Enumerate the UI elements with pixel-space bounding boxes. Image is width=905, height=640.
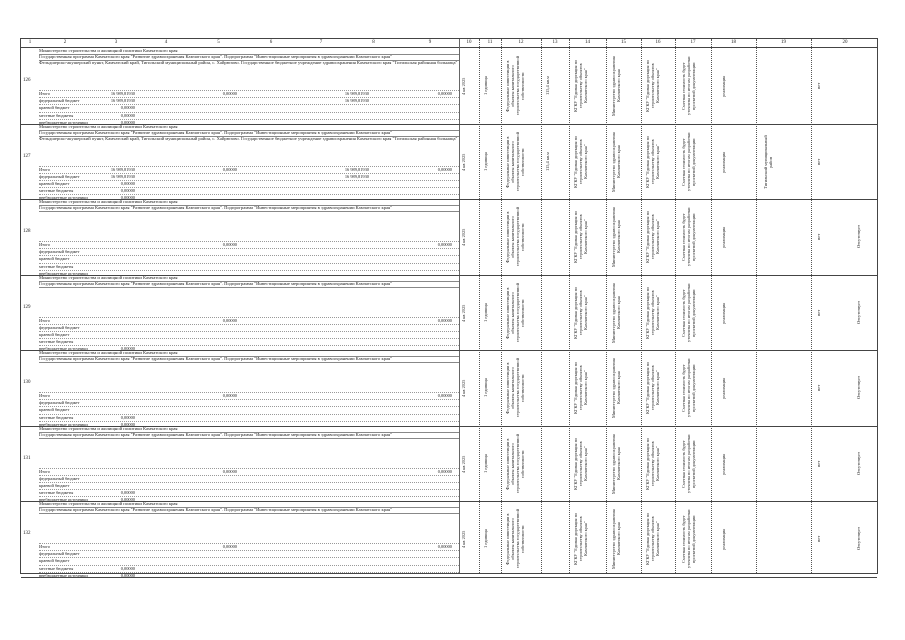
estimate-note-cell: Сметная стоимость будет уточнена по итогам разработки проектной документации: [681, 132, 696, 191]
column-number: 13: [552, 40, 558, 45]
financing-row: [39, 543, 459, 550]
program-line: Государственная программа Камчатского края "Развитие здравоохранения Камчатского края". Подпрограмма "Инвестиционные мероприятия в здравоохранении Камчатского края": [39, 356, 459, 363]
record-row: [21, 48, 877, 125]
funding-source-label: внебюджетные источники: [39, 497, 88, 503]
document-table: [20, 38, 878, 578]
district-status-cell: нет: [816, 233, 821, 241]
funding-source-label: Итого: [39, 544, 51, 549]
funding-source-label: федеральный бюджет: [39, 475, 80, 481]
object-description: [39, 362, 459, 380]
funding-source-label: Итого: [39, 91, 51, 96]
funding-source-label: краевой бюджет: [39, 482, 70, 488]
area-cell: 115,4 кв.м: [545, 152, 550, 171]
estimate-note-cell: Сметная стоимость будет уточнена по итогам разработки проектной документации: [681, 283, 696, 342]
financing-row: [39, 406, 459, 413]
status-cell: Отсутствует: [856, 301, 861, 324]
ministry-line: Министерство строительства и жилищной политики Камчатского края: [39, 501, 459, 508]
financing-row: [39, 550, 459, 557]
funding-source-label: федеральный бюджет: [39, 249, 80, 255]
financing-block: [39, 166, 459, 202]
financing-row: [39, 565, 459, 572]
customer-cell: КГКУ "Единая дирекция по строительству объектов Камчатского края": [573, 135, 588, 188]
funding-amount: 0,00000: [437, 317, 452, 323]
ministry-line: Министерство строительства и жилищной политики Камчатского края: [39, 275, 459, 282]
funding-source-label: краевой бюджет: [39, 407, 70, 413]
object-description: [39, 513, 459, 531]
district-status-cell: нет: [816, 460, 821, 467]
funding-amount: 16 989,81930: [344, 91, 369, 96]
object-description: [39, 211, 459, 229]
column-number: 14: [585, 40, 590, 45]
financing-row: [39, 173, 459, 180]
estimate-note-cell: Сметная стоимость будет уточнена по итогам разработки проектной документации: [681, 434, 696, 493]
district-status-cell: нет: [816, 309, 821, 316]
funding-amount: 0,00000: [437, 242, 452, 247]
column-number: 15: [621, 40, 626, 45]
stage-cell: реализация: [721, 150, 726, 173]
funding-source-label: Итого: [39, 166, 51, 172]
funding-source-label: краевой бюджет: [39, 558, 70, 564]
column-number: 2: [63, 40, 67, 45]
funding-amount: 0,00000: [222, 468, 237, 474]
funding-source-label: внебюджетные источники: [39, 195, 88, 201]
funding-source-label: Итого: [39, 468, 51, 474]
purpose-cell: Федеральные инвестиции в объекты капитального строительства государственной собственности: [505, 509, 525, 569]
funding-amount: 0,00000: [222, 544, 237, 549]
funding-amount: 0,00000: [437, 544, 452, 549]
financing-row: [39, 392, 459, 399]
financing-row: [39, 489, 459, 496]
stage-cell: реализация: [721, 226, 726, 248]
financing-row: [39, 399, 459, 406]
builder-cell: КГКУ "Единая дирекция по строительству объектов Камчатского края": [645, 59, 660, 113]
financing-block: [39, 317, 459, 353]
record-row: [21, 501, 877, 578]
purpose-cell: Федеральные инвестиции в объекты капитального строительства государственной собственности: [505, 207, 525, 267]
funding-amount: 0,00000: [120, 105, 135, 111]
ministry-line: Министерство строительства и жилищной политики Камчатского края: [39, 350, 459, 357]
year-cell: 4 кв 2025: [461, 530, 466, 548]
financing-row: [39, 166, 459, 173]
funding-source-label: внебюджетные источники: [39, 572, 88, 578]
column-number: 12: [518, 40, 524, 45]
financing-row: [39, 475, 459, 482]
row-number: 128: [23, 229, 31, 234]
financing-row: [39, 241, 459, 248]
object-description: [39, 287, 459, 305]
funding-amount: 16 989,81930: [344, 173, 369, 179]
column-number: 20: [842, 40, 848, 45]
funding-source-label: федеральный бюджет: [39, 551, 80, 557]
financing-row: [39, 557, 459, 564]
funding-amount: 0,00000: [437, 393, 452, 398]
column-number: 5: [217, 40, 220, 45]
financing-row: [39, 248, 459, 255]
funding-amount: 0,00000: [120, 414, 135, 420]
capacity-cell: 1 единица: [483, 76, 488, 96]
column-number: 8: [372, 40, 375, 45]
funding-amount: 0,00000: [222, 242, 237, 247]
ministry-short-cell: Министерство здравоохранения Камчатского края: [611, 433, 621, 494]
funding-amount: 0,00000: [437, 166, 452, 172]
builder-cell: КГКУ "Единая дирекция по строительству объектов Камчатского края": [645, 512, 660, 566]
object-description: [39, 438, 459, 456]
financing-block: [39, 543, 459, 579]
financing-row: [39, 338, 459, 345]
ministry-line: Министерство строительства и жилищной политики Камчатского края: [39, 124, 459, 131]
column-number: 10: [466, 40, 472, 45]
financing-row: [39, 414, 459, 421]
record-row: [21, 275, 877, 352]
builder-cell: КГКУ "Единая дирекция по строительству объектов Камчатского края": [645, 210, 660, 264]
column-number: 3: [114, 40, 118, 45]
funding-source-label: федеральный бюджет: [39, 98, 80, 104]
year-cell: 4 кв 2025: [461, 152, 466, 171]
stage-cell: реализация: [721, 452, 726, 475]
funding-source-label: краевой бюджет: [39, 331, 70, 337]
record-row: [21, 426, 877, 503]
funding-amount: 16 989,81930: [344, 166, 369, 172]
program-line: Государственная программа Камчатского края "Развитие здравоохранения Камчатского края". Подпрограмма "Инвестиционные мероприятия в здравоохранении Камчатского края": [39, 432, 459, 439]
column-number: 7: [319, 40, 323, 45]
funding-amount: 0,00000: [120, 195, 135, 201]
object-description: Фельдшерско-акушерский пункт, Камчатский край, Тигильский муниципальный район, с. Хайрюзово. Государственное бюджетное учреждение здравоохранения Камчатского края "Тигильская районная больница": [39, 135, 458, 141]
funding-source-label: федеральный бюджет: [39, 173, 80, 179]
builder-cell: КГКУ "Единая дирекция по строительству объектов Камчатского края": [645, 135, 660, 188]
ministry-line: Министерство строительства и жилищной политики Камчатского края: [39, 199, 459, 206]
funding-amount: 0,00000: [437, 468, 452, 474]
purpose-cell: Федеральные инвестиции в объекты капитального строительства государственной собственности: [505, 132, 525, 191]
financing-row: [39, 572, 459, 579]
status-cell: Отсутствует: [856, 376, 861, 400]
funding-source-label: местные бюджеты: [39, 565, 74, 571]
stage-cell: реализация: [721, 377, 726, 399]
purpose-cell: Федеральные инвестиции в объекты капитального строительства государственной собственности: [505, 283, 525, 342]
customer-cell: КГКУ "Единая дирекция по строительству объектов Камчатского края": [573, 512, 588, 566]
financing-row: [39, 255, 459, 262]
purpose-cell: Федеральные инвестиции в объекты капитального строительства государственной собственности: [505, 56, 525, 116]
row-number: 129: [23, 304, 31, 310]
program-line: Государственная программа Камчатского края "Развитие здравоохранения Камчатского края". Подпрограмма "Инвестиционные мероприятия в здравоохранении Камчатского края": [39, 54, 459, 61]
funding-amount: 16 989,81930: [110, 173, 135, 179]
funding-amount: 0,00000: [120, 572, 135, 578]
funding-source-label: Итого: [39, 393, 51, 398]
year-cell: 4 кв 2025: [461, 379, 466, 397]
column-number: 17: [690, 40, 696, 45]
column-number-row: [21, 39, 877, 48]
financing-row: [39, 90, 459, 97]
funding-amount: 16 989,81930: [110, 98, 135, 104]
financing-row: [39, 187, 459, 194]
year-cell: 4 кв 2025: [461, 77, 466, 95]
funding-source-label: внебюджетные источники: [39, 421, 88, 427]
row-number: 132: [23, 531, 31, 536]
capacity-cell: 1 единица: [483, 378, 488, 398]
object-description: Фельдшерско-акушерский пункт, Камчатский край, Тигильский муниципальный район, с. Хайрюзово. Государственное бюджетное учреждение здравоохранения Камчатского края "Тигильская районная больница": [39, 60, 458, 65]
ministry-line: Министерство строительства и жилищной политики Камчатского края: [39, 426, 459, 433]
column-number: 16: [655, 40, 661, 45]
funding-source-label: местные бюджеты: [39, 263, 74, 269]
ministry-line: Министерство строительства и жилищной политики Камчатского края: [39, 48, 459, 55]
funding-source-label: федеральный бюджет: [39, 324, 80, 330]
funding-amount: 16 989,81930: [110, 166, 135, 172]
customer-cell: КГКУ "Единая дирекция по строительству объектов Камчатского края": [573, 210, 588, 264]
financing-row: [39, 180, 459, 187]
funding-source-label: местные бюджеты: [39, 339, 74, 345]
customer-cell: КГКУ "Единая дирекция по строительству объектов Камчатского края": [573, 286, 588, 339]
capacity-cell: 1 единица: [483, 152, 488, 171]
district-status-cell: нет: [816, 535, 821, 543]
year-cell: 4 кв 2025: [461, 454, 466, 473]
funding-source-label: Итого: [39, 242, 51, 247]
capacity-cell: 1 единица: [483, 454, 488, 473]
estimate-note-cell: Сметная стоимость будет уточнена по итогам разработки проектной документации: [681, 358, 696, 418]
status-cell: Отсутствует: [856, 527, 861, 551]
stage-cell: реализация: [721, 301, 726, 324]
record-row: [21, 199, 877, 276]
financing-row: [39, 97, 459, 104]
year-cell: 4 кв 2025: [461, 303, 466, 322]
customer-cell: КГКУ "Единая дирекция по строительству объектов Камчатского края": [573, 361, 588, 415]
program-line: Государственная программа Камчатского края "Развитие здравоохранения Камчатского края". Подпрограмма "Инвестиционные мероприятия в здравоохранении Камчатского края": [39, 130, 459, 137]
program-line: Государственная программа Камчатского края "Развитие здравоохранения Камчатского края". Подпрограмма "Инвестиционные мероприятия в здравоохранении Камчатского края": [39, 205, 459, 212]
estimate-note-cell: Сметная стоимость будет уточнена по итогам разработки проектной документации: [681, 207, 696, 267]
purpose-cell: Федеральные инвестиции в объекты капитального строительства государственной собственности: [505, 434, 525, 493]
funding-amount: 0,00000: [120, 346, 135, 352]
funding-source-label: внебюджетные источники: [39, 270, 88, 276]
financing-row: [39, 317, 459, 324]
customer-cell: КГКУ "Единая дирекция по строительству объектов Камчатского края": [573, 59, 588, 113]
column-number: 9: [428, 40, 432, 45]
status-cell: Отсутствует: [856, 225, 861, 249]
funding-amount: 0,00000: [222, 91, 237, 96]
row-number: 126: [23, 78, 31, 83]
funding-amount: 16 989,81930: [110, 91, 135, 96]
financing-block: [39, 468, 459, 504]
district-status-cell: нет: [816, 158, 821, 165]
funding-amount: 0,00000: [120, 490, 135, 496]
funding-source-label: внебюджетные источники: [39, 119, 88, 125]
financing-row: [39, 104, 459, 111]
customer-cell: КГКУ "Единая дирекция по строительству объектов Камчатского края": [573, 437, 588, 490]
funding-amount: 0,00000: [120, 188, 135, 194]
program-line: Государственная программа Камчатского края "Развитие здравоохранения Камчатского края". Подпрограмма "Инвестиционные мероприятия в здравоохранении Камчатского края": [39, 507, 459, 514]
ministry-short-cell: Министерство здравоохранения Камчатского края: [611, 282, 621, 343]
stage-cell: реализация: [721, 75, 726, 97]
funding-source-label: местные бюджеты: [39, 490, 74, 496]
funding-source-label: краевой бюджет: [39, 105, 70, 111]
builder-cell: КГКУ "Единая дирекция по строительству объектов Камчатского края": [645, 286, 660, 339]
financing-row: [39, 331, 459, 338]
financing-block: [39, 392, 459, 428]
program-line: Государственная программа Камчатского края "Развитие здравоохранения Камчатского края". Подпрограмма "Инвестиционные мероприятия в здравоохранении Камчатского края": [39, 281, 459, 288]
column-number: 11: [487, 40, 493, 45]
funding-amount: 0,00000: [120, 112, 135, 118]
funding-source-label: местные бюджеты: [39, 112, 74, 118]
funding-amount: 0,00000: [120, 565, 135, 571]
builder-cell: КГКУ "Единая дирекция по строительству объектов Камчатского края": [645, 361, 660, 415]
ministry-short-cell: Министерство здравоохранения Камчатского края: [611, 56, 621, 116]
record-row: [21, 350, 877, 427]
ministry-short-cell: Министерство здравоохранения Камчатского края: [611, 358, 621, 418]
column-number: 1: [28, 40, 32, 45]
builder-cell: КГКУ "Единая дирекция по строительству объектов Камчатского края": [645, 437, 660, 490]
row-number: 127: [23, 153, 31, 159]
financing-row: [39, 112, 459, 119]
funding-source-label: Итого: [39, 317, 51, 323]
row-number: 130: [23, 380, 31, 385]
capacity-cell: 1 единица: [483, 529, 488, 549]
financing-block: [39, 241, 459, 277]
funding-source-label: краевой бюджет: [39, 256, 70, 262]
financing-row: [39, 482, 459, 489]
area-cell: 115,4 кв.м: [545, 76, 550, 96]
funding-source-label: внебюджетные источники: [39, 346, 88, 352]
district-status-cell: нет: [816, 82, 821, 90]
financing-row: [39, 263, 459, 270]
funding-amount: 0,00000: [222, 166, 237, 172]
stage-cell: реализация: [721, 528, 726, 550]
capacity-cell: 1 единица: [483, 303, 488, 322]
financing-row: [39, 468, 459, 475]
funding-amount: 0,00000: [120, 119, 135, 125]
estimate-note-cell: Сметная стоимость будет уточнена по итогам разработки проектной документации: [681, 56, 696, 116]
status-cell: Отсутствует: [856, 452, 861, 475]
funding-amount: 0,00000: [222, 393, 237, 398]
purpose-cell: Федеральные инвестиции в объекты капитального строительства государственной собственности: [505, 358, 525, 418]
district-cell: Тигильский муниципальный район: [763, 134, 773, 189]
column-number: 4: [164, 40, 168, 45]
funding-amount: 0,00000: [120, 180, 135, 186]
funding-amount: 0,00000: [437, 91, 452, 96]
ministry-short-cell: Министерство здравоохранения Камчатского края: [611, 509, 621, 569]
funding-source-label: местные бюджеты: [39, 414, 74, 420]
estimate-note-cell: Сметная стоимость будет уточнена по итогам разработки проектной документации: [681, 509, 696, 569]
funding-amount: 0,00000: [120, 497, 135, 503]
funding-amount: 0,00000: [120, 421, 135, 427]
funding-source-label: краевой бюджет: [39, 180, 70, 186]
district-status-cell: нет: [816, 384, 821, 392]
financing-row: [39, 324, 459, 331]
year-cell: 4 кв 2025: [461, 228, 466, 246]
column-number: 18: [731, 40, 736, 45]
column-number: 19: [781, 40, 786, 45]
ministry-short-cell: Министерство здравоохранения Камчатского края: [611, 207, 621, 267]
row-number: 131: [23, 455, 31, 461]
financing-block: [39, 90, 459, 126]
funding-amount: 0,00000: [222, 317, 237, 323]
funding-source-label: федеральный бюджет: [39, 400, 80, 406]
column-number: 6: [269, 40, 273, 45]
funding-amount: 16 989,81930: [344, 98, 369, 104]
funding-source-label: местные бюджеты: [39, 188, 74, 194]
record-row: [21, 124, 877, 201]
ministry-short-cell: Министерство здравоохранения Камчатского края: [611, 131, 621, 192]
